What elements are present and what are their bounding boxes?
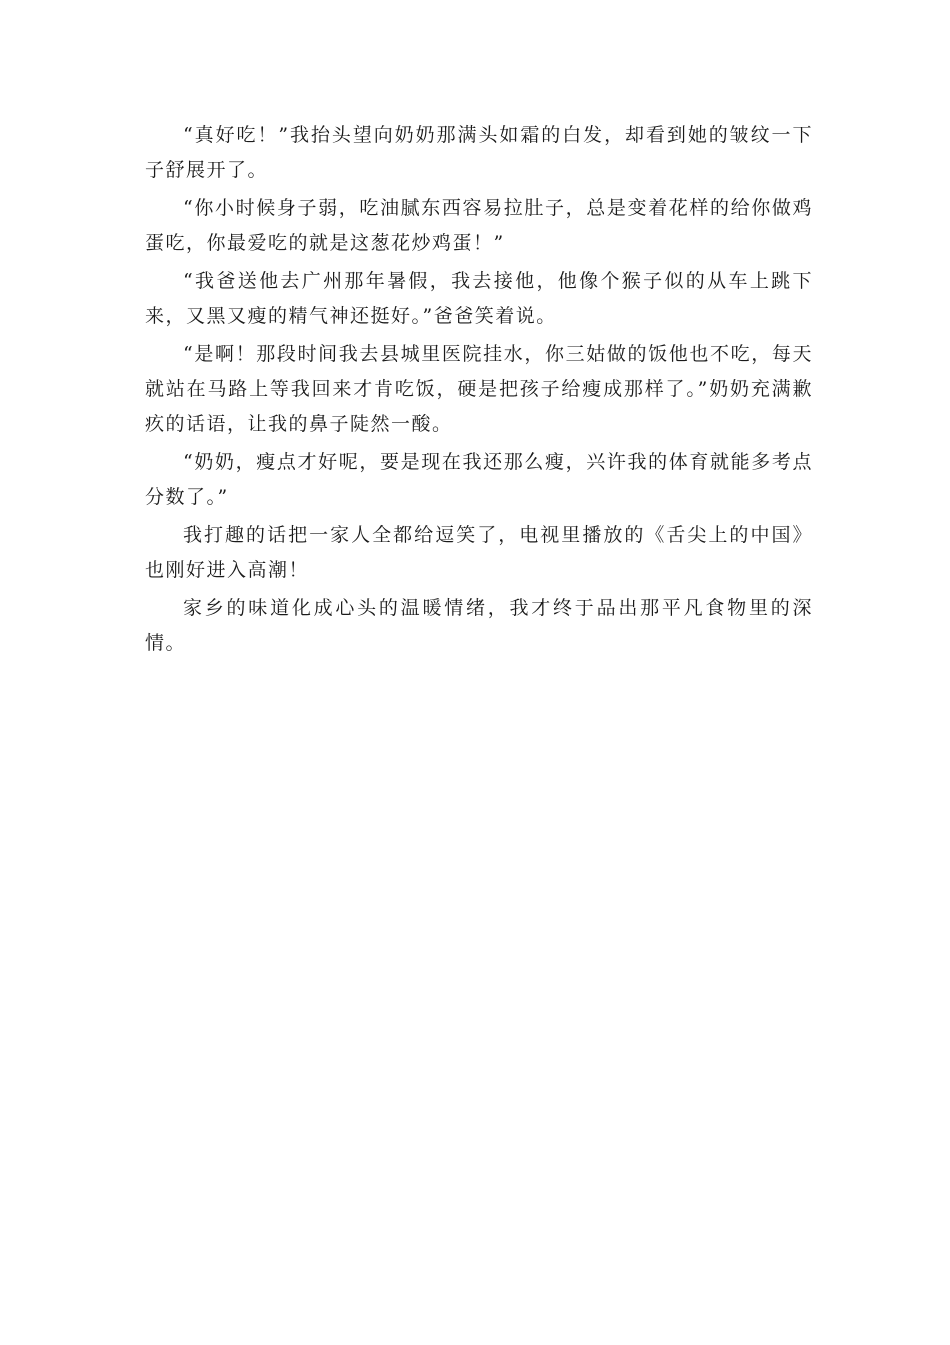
paragraph-4: “是啊！那段时间我去县城里医院挂水，你三姑做的饭他也不吃，每天就站在马路上等我回来才肯吃饭，硬是把孩子给瘦成那样了。”奶奶充满歉疚的话语，让我的鼻子陡然一酸。: [145, 343, 813, 435]
paragraph-5: “奶奶，瘦点才好呢，要是现在我还那么瘦，兴许我的体育就能多考点分数了。”: [145, 451, 813, 508]
paragraph-3: “我爸送他去广州那年暑假，我去接他，他像个猴子似的从车上跳下来，又黑又瘦的精气神还挺好。”爸爸笑着说。: [145, 270, 813, 327]
paragraph-2: “你小时候身子弱，吃油腻东西容易拉肚子，总是变着花样的给你做鸡蛋吃，你最爱吃的就是这葱花炒鸡蛋！”: [145, 197, 813, 254]
document-body: [145, 118, 813, 664]
paragraph-6: 我打趣的话把一家人全都给逗笑了，电视里播放的《舌尖上的中国》也刚好进入高潮！: [145, 524, 813, 581]
paragraph-1: “真好吃！”我抬头望向奶奶那满头如霜的白发，却看到她的皱纹一下子舒展开了。: [145, 124, 813, 181]
paragraph-7: 家乡的味道化成心头的温暖情绪，我才终于品出那平凡食物里的深情。: [145, 597, 813, 654]
